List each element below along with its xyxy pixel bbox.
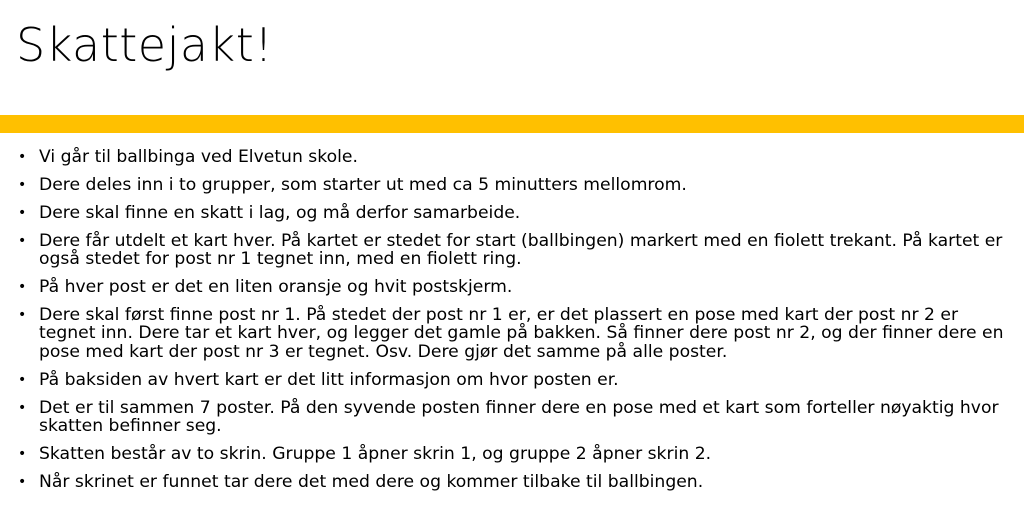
- bullet-text: Dere skal finne en skatt i lag, og må derfor samarbeide.: [39, 202, 521, 223]
- bullet-text: Dere deles inn i to grupper, som starter ut med ca 5 minutters mellomrom.: [39, 174, 687, 195]
- bullet-item: [18, 399, 1018, 436]
- bullet-item: [18, 473, 1018, 492]
- bullet-text: Dere skal først finne post nr 1. På stedet der post nr 1 er, er det plassert en pose med kart der post nr 2 er tegnet inn. Dere tar et kart hver, og legger det gamle på bakken. Så finner dere post nr 2, og der finner dere en pose med kart der post nr 3 er tegnet. Osv. Dere gjør det samme på alle poster.: [39, 304, 1004, 362]
- bullet-dot-icon: •: [18, 279, 27, 296]
- bullet-dot-icon: •: [18, 232, 27, 249]
- bullet-text: Det er til sammen 7 poster. På den syvende posten finner dere en pose med et kart som forteller nøyaktig hvor skatten befinner seg.: [39, 397, 999, 437]
- bullet-dot-icon: •: [18, 204, 27, 221]
- accent-bar: [0, 115, 1024, 133]
- bullet-dot-icon: •: [18, 474, 27, 491]
- bullet-text: Skatten består av to skrin. Gruppe 1 åpner skrin 1, og gruppe 2 åpner skrin 2.: [39, 444, 712, 465]
- bullet-item: [18, 278, 1018, 297]
- bullet-dot-icon: •: [18, 446, 27, 463]
- bullet-dot-icon: •: [18, 371, 27, 388]
- bullet-dot-icon: •: [18, 176, 27, 193]
- bullet-text: Dere får utdelt et kart hver. På kartet er stedet for start (ballbingen) markert med en fiolett trekant. På kartet er også stedet for post nr 1 tegnet inn, med en fiolett ring.: [39, 230, 1003, 270]
- bullet-text: Vi går til ballbinga ved Elvetun skole.: [39, 147, 358, 167]
- bullet-item: [18, 148, 1018, 167]
- bullet-dot-icon: •: [18, 149, 27, 165]
- slide-title: Skattejakt!: [16, 18, 274, 72]
- bullet-list: [18, 148, 1018, 501]
- bullet-item: [18, 306, 1018, 362]
- bullet-text: Når skrinet er funnet tar dere det med dere og kommer tilbake til ballbingen.: [39, 472, 704, 493]
- bullet-item: [18, 204, 1018, 223]
- bullet-dot-icon: •: [18, 399, 27, 416]
- bullet-dot-icon: •: [18, 306, 27, 323]
- bullet-text: På baksiden av hvert kart er det litt informasjon om hvor posten er.: [39, 369, 619, 390]
- bullet-item: [18, 371, 1018, 390]
- bullet-item: [18, 176, 1018, 195]
- bullet-item: [18, 445, 1018, 464]
- bullet-item: [18, 232, 1018, 269]
- bullet-text: På hver post er det en liten oransje og hvit postskjerm.: [39, 277, 513, 298]
